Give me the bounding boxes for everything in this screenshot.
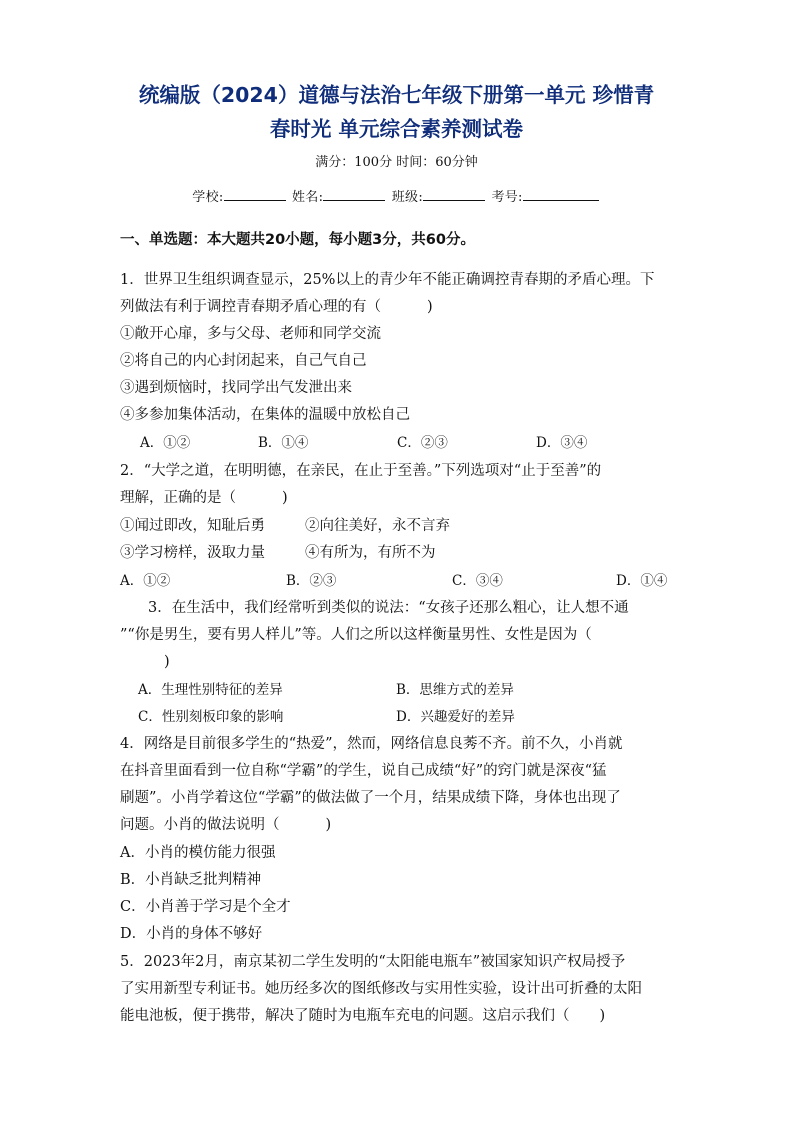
q2-stem-line-2: 理解，正确的是（ ) [120,490,288,506]
q3-option-d: D．兴趣爱好的差异 [396,709,515,725]
q4-option-d: D．小肖的身体不够好 [120,926,263,942]
q5-stem-line-1: 5．2023年2月，南京某初二学生发明的“太阳能电瓶车”被国家知识产权局授予 [120,954,626,970]
q1-statement-4: ④多参加集体活动，在集体的温暖中放松自己 [120,407,410,423]
q5-stem-line-2: 了实用新型专利证书。她历经多次的图纸修改与实用性实验，设计出可折叠的太阳 [120,981,642,997]
exam-title-line-1: 统编版（2024）道德与法治七年级下册第一单元 珍惜青 [138,83,655,107]
exam-number-blank [523,189,599,201]
q1-option-d: D．③④ [536,435,588,451]
q4-option-a: A．小肖的模仿能力很强 [120,845,276,861]
exam-title-line-2: 春时光 单元综合素养测试卷 [269,117,524,141]
class-label: 班级: [391,190,423,205]
q4-stem-line-3: 刷题”。小肖学着这位“学霸”的做法做了一个月，结果成绩下降，身体也出现了 [120,790,621,806]
q2-statement-2: ②向往美好，永不言弃 [305,518,450,534]
q4-stem-line-2: 在抖音里面看到一位自称“学霸”的学生，说自己成绩“好”的窍门就是深夜“猛 [120,763,607,779]
q2-option-d: D．①④ [616,573,668,589]
q4-option-b: B．小肖缺乏批判精神 [120,872,262,888]
q3-option-b: B．思维方式的差异 [396,682,514,698]
q2-statement-1: ①闻过即改，知耻后勇 [120,518,265,534]
name-label: 姓名: [292,190,324,205]
q1-option-c: C．②③ [397,435,448,451]
class-blank [423,189,485,201]
q3-option-c: C．性别刻板印象的影响 [138,709,284,725]
q3-option-a: A．生理性别特征的差异 [138,682,283,698]
q3-stem-line-3: ) [164,654,170,670]
name-blank [323,189,385,201]
q3-stem-line-1: 3．在生活中，我们经常听到类似的说法：“女孩子还那么粗心，让人想不通 [148,600,629,616]
student-info-fields [0,186,793,205]
school-label: 学校: [192,190,224,205]
q4-option-c: C．小肖善于学习是个全才 [120,899,291,915]
q2-stem-line-1: 2．“大学之道，在明明德，在亲民，在止于至善。”下列选项对“止于至善”的 [120,463,602,479]
q5-stem-line-3: 能电池板，便于携带，解决了随时为电瓶车充电的问题。这启示我们（ ) [120,1008,606,1024]
q2-option-b: B．②③ [286,573,337,589]
school-blank [224,189,286,201]
q4-stem-line-1: 4．网络是目前很多学生的“热爱”，然而，网络信息良莠不齐。前不久，小肖就 [120,736,623,752]
q1-option-a: A．①② [140,435,191,451]
q1-statement-3: ③遇到烦恼时，找同学出气发泄出来 [120,380,352,396]
exam-meta: 满分：100分 时间：60分钟 [315,155,478,170]
q1-stem-line-1: 1．世界卫生组织调查显示，25%以上的青少年不能正确调控青春期的矛盾心理。下 [120,272,655,288]
exam-title [110,78,683,146]
q1-statement-2: ②将自己的内心封闭起来，自己气自己 [120,353,367,369]
q4-stem-line-4: 问题。小肖的做法说明（ ) [120,817,332,833]
q1-option-b: B．①④ [258,435,309,451]
q2-statement-3: ③学习榜样，汲取力量 [120,545,265,561]
exam-number-label: 考号: [491,190,523,205]
section-heading: 一、单选题：本大题共20小题，每小题3分，共60分。 [120,232,475,248]
q1-stem-line-2: 列做法有利于调控青春期矛盾心理的有（ ) [120,299,433,315]
q2-statement-4: ④有所为，有所不为 [305,545,436,561]
q1-statement-1: ①敞开心扉，多与父母、老师和同学交流 [120,326,381,342]
q2-option-c: C．③④ [452,573,503,589]
q3-stem-line-2: ”“你是男生，要有男人样儿”等。人们之所以这样衡量男性、女性是因为（ [120,627,592,643]
q2-option-a: A．①② [120,573,171,589]
